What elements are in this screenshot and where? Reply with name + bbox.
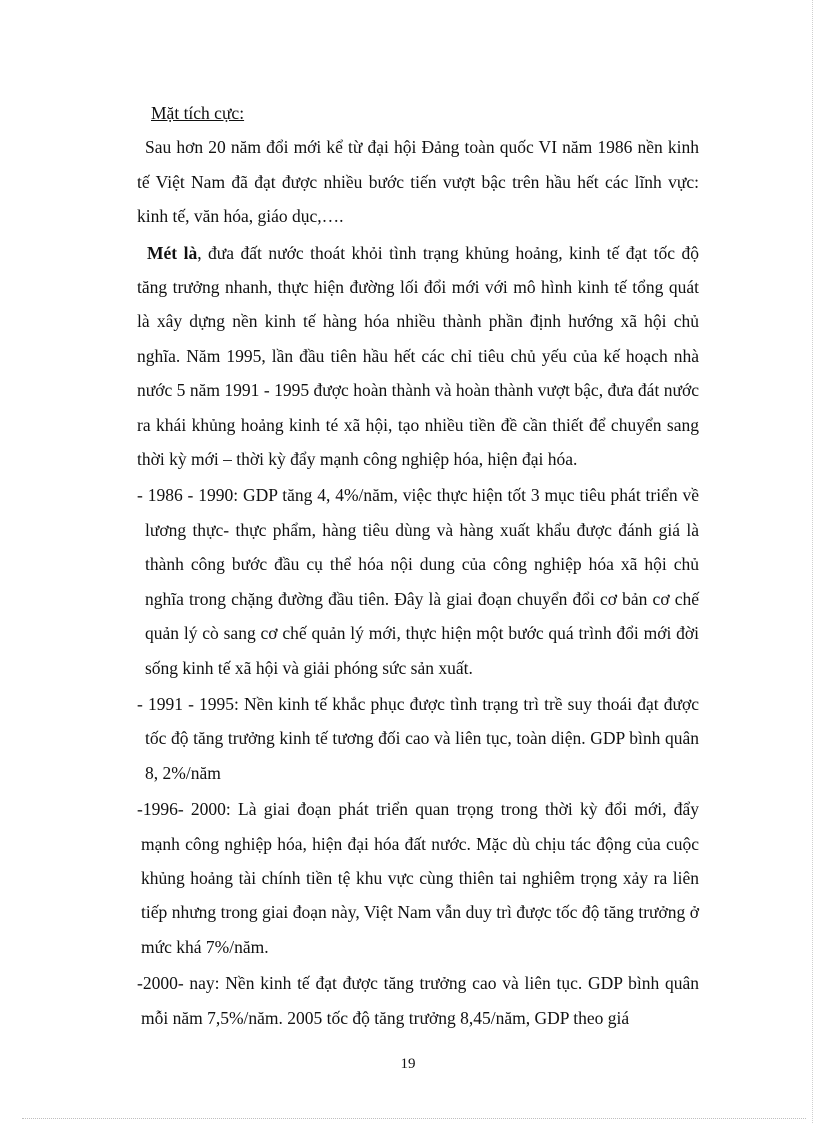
bottom-divider: [22, 1118, 806, 1119]
section-heading-text: Mặt tích cực:: [151, 103, 245, 123]
period-2000-now: -2000- nay: Nền kinh tế đạt được tăng trưởng cao và liên tục. GDP bình quân mỗi năm 7,5%/năm. 2005 tốc độ tăng trưởng 8,45/năm, GDP theo giá: [137, 973, 699, 1028]
section-heading: [151, 96, 699, 130]
point-one-lead: Mét là: [147, 242, 198, 263]
period-1996-2000: -1996- 2000: Là giai đoạn phát triển quan trọng trong thời kỳ đổi mới, đẩy mạnh công nghiệp hóa, hiện đại hóa đất nước. Mặc dù chịu tác động của cuộc khủng hoảng tài chính tiền tệ khu vực cùng thiên tai nghiêm trọng xảy ra liên tiếp nhưng trong giai đoạn này, Việt Nam vẫn duy trì được tốc độ tăng trưởng ở mức khá 7%/năm.: [137, 799, 699, 957]
intro-paragraph: Sau hơn 20 năm đổi mới kể từ đại hội Đảng toàn quốc VI năm 1986 nền kinh tế Việt Nam đã đạt được nhiều bước tiến vượt bậc trên hầu hết các lĩnh vực: kinh tế, văn hóa, giáo dục,….: [137, 137, 699, 227]
period-1986-1990: - 1986 - 1990: GDP tăng 4, 4%/năm, việc thực hiện tốt 3 mục tiêu phát triển về lương thực- thực phẩm, hàng tiêu dùng và hàng xuất khẩu được đánh giá là thành công bước đầu cụ thể hóa nội dung của công nghiệp hóa xã hội chủ nghĩa trong chặng đường đầu tiên. Đây là giai đoạn chuyển đổi cơ bản cơ chế quản lý cò sang cơ chế quản lý mới, thực hiện một bước quá trình đổi mới đời sống kinh tế xã hội và giải phóng sức sản xuất.: [137, 485, 699, 678]
page-body: [137, 96, 699, 1035]
right-divider: [812, 0, 813, 1123]
period-1991-1995: - 1991 - 1995: Nền kinh tế khắc phục được tình trạng trì trề suy thoái đạt được tốc độ tăng trưởng kinh tế tương đối cao và liên tục, toàn diện. GDP bình quân 8, 2%/năm: [137, 693, 699, 783]
point-one-text: , đưa đất nước thoát khỏi tình trạng khủng hoảng, kinh tế đạt tốc độ tăng trưởng nhanh, thực hiện đường lối đổi mới với mô hình kinh tế tổng quát là xây dựng nền kinh tế hàng hóa nhiều thành phần định hướng xã hội chủ nghĩa. Năm 1995, lần đầu tiên hầu hết các chỉ tiêu chủ yếu của kế hoạch nhà nước 5 năm 1991 - 1995 được hoàn thành và hoàn thành vượt bậc, đưa đát nước ra khái khủng hoảng kinh té xã hội, tạo nhiều tiền đề cần thiết để chuyển sang thời kỳ mới – thời kỳ đẩy mạnh công nghiệp hóa, hiện đại hóa.: [137, 242, 699, 470]
page-number: 19: [400, 1056, 416, 1072]
point-one-paragraph: [137, 236, 699, 477]
